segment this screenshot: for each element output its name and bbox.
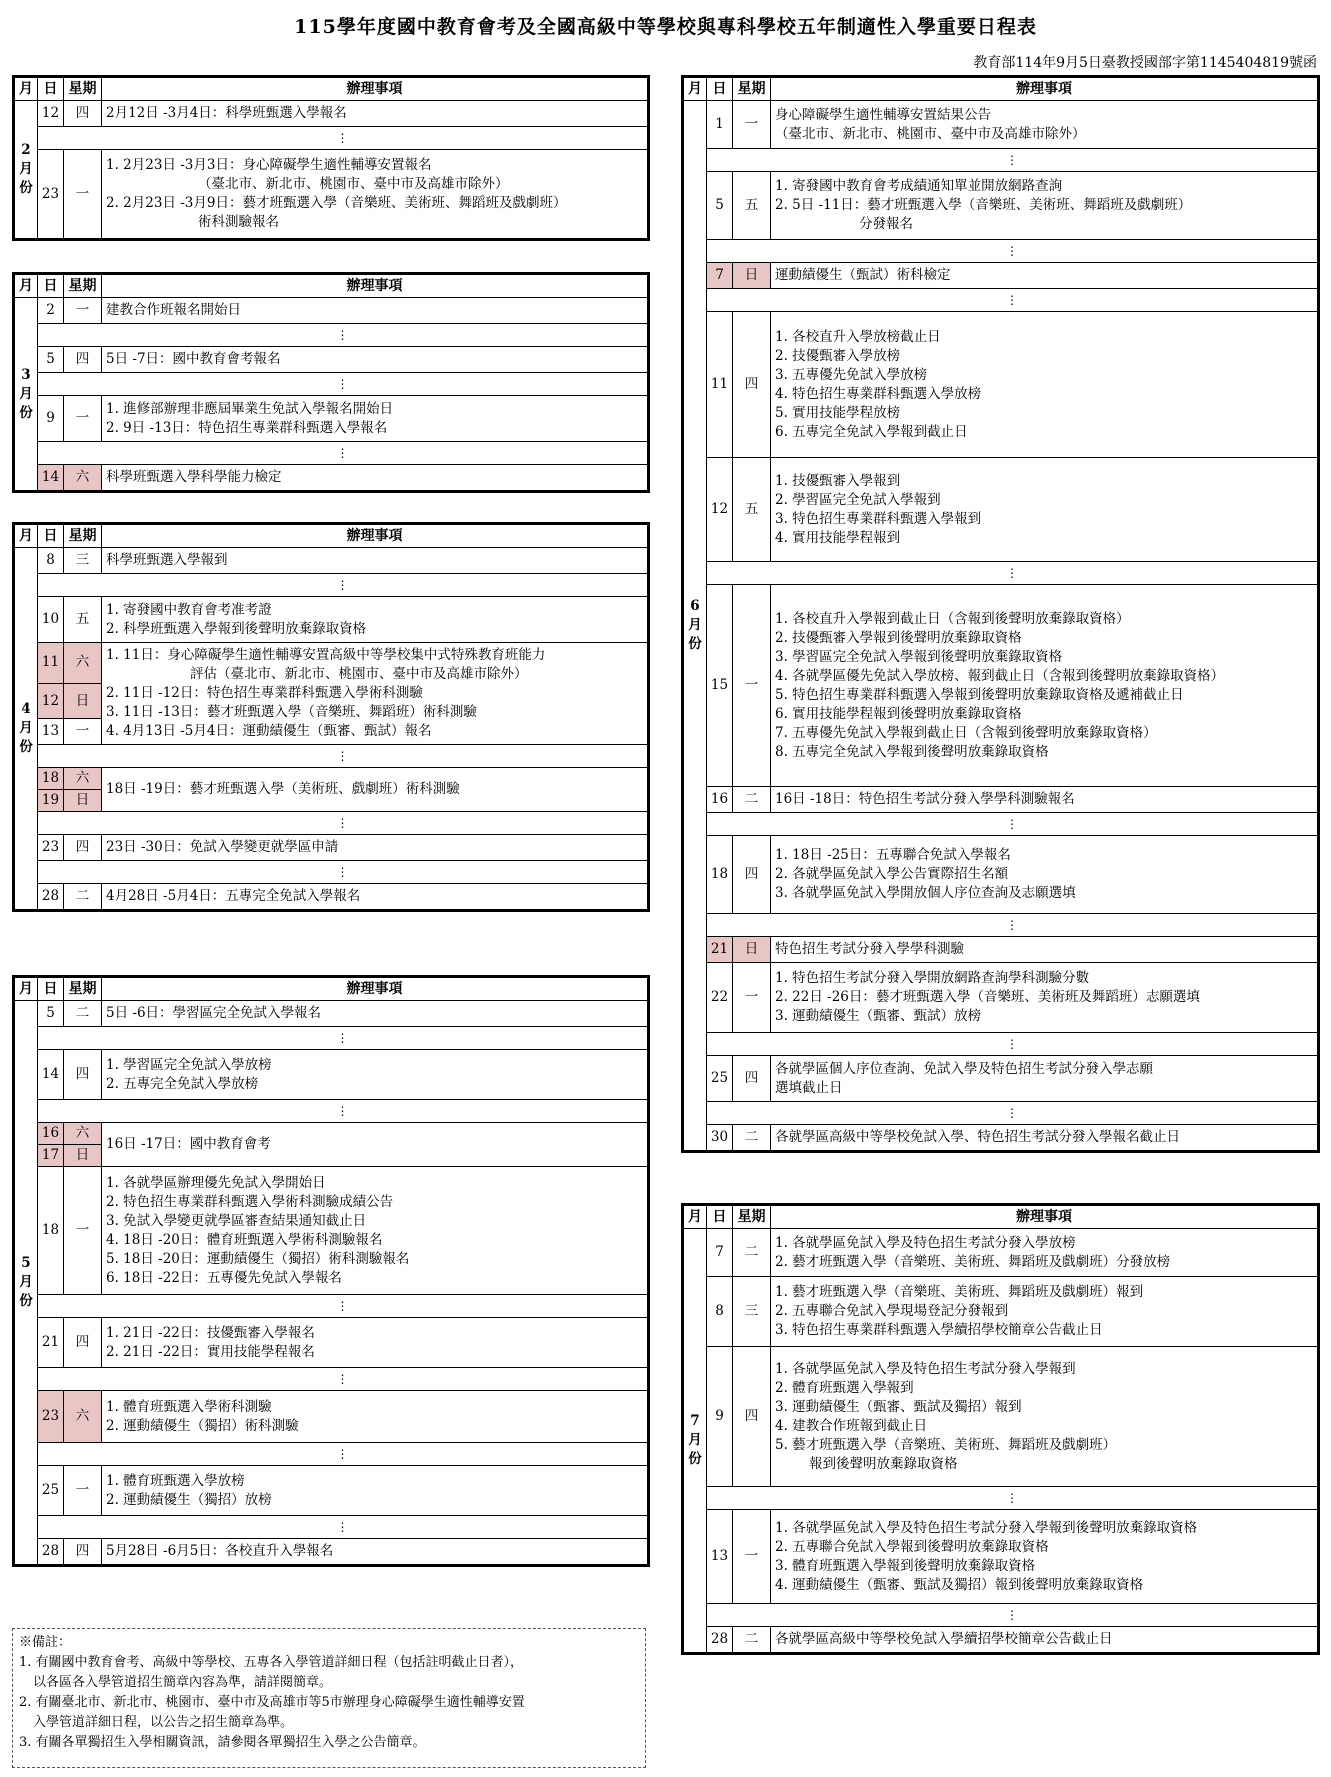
day-cell: 12 [707,458,733,562]
day-cell: 5 [38,347,64,373]
table-row [683,172,1319,240]
separator-cell: ⋮ [707,1033,1319,1056]
weekday-cell: 四 [64,1539,102,1566]
day-cell: 21 [38,1318,64,1368]
day-cell: 13 [38,719,64,745]
day-cell-highlighted: 12 [38,683,64,718]
table-row [14,1001,649,1027]
separator-row [14,127,649,150]
event-cell: 1. 21日 -22日：技優甄審入學報名 2. 21日 -22日：實用技能學程報名 [102,1318,649,1368]
day-cell: 25 [707,1056,733,1102]
table-row [14,1466,649,1516]
day-cell-highlighted: 23 [38,1391,64,1443]
table-row [683,263,1319,289]
table-row [14,101,649,127]
month-label: 3 月 份 [14,298,38,492]
table-row [14,347,649,373]
weekday-cell-highlighted: 日 [64,1145,102,1167]
separator-row [14,745,649,768]
day-cell: 18 [38,1167,64,1295]
day-cell: 8 [38,548,64,574]
day-cell-highlighted: 19 [38,790,64,812]
separator-cell: ⋮ [707,813,1319,836]
separator-row [14,574,649,597]
table-row [14,396,649,442]
day-cell: 13 [707,1510,733,1604]
day-cell: 16 [707,787,733,813]
separator-cell: ⋮ [38,1368,649,1391]
notes-heading: ※備註： [19,1635,72,1650]
header-day: 日 [38,977,64,1001]
separator-cell: ⋮ [38,324,649,347]
day-cell: 14 [38,1050,64,1100]
table-row [683,1627,1319,1654]
note-item: 入學管道詳細日程，以公告之招生簡章為準。 [33,1715,294,1730]
page-title: 115學年度國中教育會考及全國高級中等學校與專科學校五年制適性入學重要日程表 [294,16,1037,38]
separator-row [683,914,1319,937]
event-cell: 1. 18日 -25日：五專聯合免試入學報名 2. 各就學區免試入學公告實際招生名額 3. 各就學區免試入學開放個人序位查詢及志願選填 [771,836,1319,914]
day-cell: 8 [707,1277,733,1347]
day-cell: 25 [38,1466,64,1516]
event-cell: 1. 體育班甄選入學放榜 2. 運動績優生（獨招）放榜 [102,1466,649,1516]
header-weekday: 星期 [64,524,102,548]
weekday-cell-highlighted: 日 [733,937,771,963]
weekday-cell: 一 [733,1510,771,1604]
day-cell-highlighted: 18 [38,768,64,790]
table-row [14,548,649,574]
weekday-cell: 四 [733,1347,771,1487]
header-items: 辦理事項 [102,977,649,1001]
event-cell: 5月28日 -6月5日：各校直升入學報名 [102,1539,649,1566]
table-row [683,1277,1319,1347]
month-label: 6 月 份 [683,101,707,1152]
table-row [683,1347,1319,1487]
day-cell: 23 [38,835,64,861]
table-april [12,522,650,912]
day-cell: 23 [38,150,64,240]
table-row [683,836,1319,914]
weekday-cell: 一 [733,963,771,1033]
header-month: 月 [683,77,707,101]
separator-cell: ⋮ [707,149,1319,172]
header-weekday: 星期 [733,1205,771,1229]
weekday-cell-highlighted: 日 [733,263,771,289]
event-cell: 1. 各就學區免試入學及特色招生考試分發入學報到 2. 體育班甄選入學報到 3. 運動績優生（甄審、甄試及獨招）報到 4. 建教合作班報到截止日 5. 藝才班甄選入學（音樂班、美術班、舞蹈班及戲劇班） 報到後聲明放棄錄取資格 [771,1347,1319,1487]
day-cell: 18 [707,836,733,914]
weekday-cell-highlighted: 六 [64,768,102,790]
weekday-cell: 一 [733,101,771,149]
day-cell-highlighted: 11 [38,643,64,684]
table-row [14,298,649,324]
header-month: 月 [14,524,38,548]
separator-row [14,861,649,884]
day-cell: 12 [38,101,64,127]
separator-cell: ⋮ [38,373,649,396]
header-weekday: 星期 [64,977,102,1001]
separator-cell: ⋮ [707,1487,1319,1510]
separator-row [14,1295,649,1318]
event-cell: 1. 學習區完全免試入學放榜 2. 五專完全免試入學放榜 [102,1050,649,1100]
separator-cell: ⋮ [38,812,649,835]
header-weekday: 星期 [64,77,102,101]
separator-cell: ⋮ [38,442,649,465]
weekday-cell-highlighted: 六 [64,465,102,492]
separator-cell: ⋮ [38,1100,649,1123]
event-cell: 18日 -19日：藝才班甄選入學（美術班、戲劇班）術科測驗 [102,768,649,812]
day-cell: 28 [38,884,64,911]
weekday-cell: 四 [64,1318,102,1368]
event-cell: 科學班甄選入學科學能力檢定 [102,465,649,492]
separator-row [683,1604,1319,1627]
table-may [12,975,650,1567]
event-cell: 身心障礙學生適性輔導安置結果公告 （臺北市、新北市、桃園市、臺中市及高雄市除外） [771,101,1319,149]
weekday-cell: 四 [733,1056,771,1102]
day-cell: 9 [707,1347,733,1487]
separator-cell: ⋮ [38,1516,649,1539]
day-cell-highlighted: 16 [38,1123,64,1145]
weekday-cell: 三 [733,1277,771,1347]
header-items: 辦理事項 [771,1205,1319,1229]
separator-row [14,1516,649,1539]
weekday-cell: 二 [64,884,102,911]
weekday-cell-highlighted: 日 [64,790,102,812]
table-row [683,458,1319,562]
separator-cell: ⋮ [707,1102,1319,1125]
event-cell: 1. 各就學區免試入學及特色招生考試分發入學報到後聲明放棄錄取資格 2. 五專聯合免試入學報到後聲明放棄錄取資格 3. 體育班甄選入學報到後聲明放棄錄取資格 4. 運動績優生（甄審、甄試及獨招）報到後聲明放棄錄取資格 [771,1510,1319,1604]
day-cell: 10 [38,597,64,643]
event-cell: 2月12日 -3月4日：科學班甄選入學報名 [102,101,649,127]
separator-cell: ⋮ [38,1295,649,1318]
event-cell: 1. 技優甄審入學報到 2. 學習區完全免試入學報到 3. 特色招生專業群科甄選入學報到 4. 實用技能學程報到 [771,458,1319,562]
weekday-cell: 一 [64,1167,102,1295]
weekday-cell: 四 [64,1050,102,1100]
table-row [14,1391,649,1443]
separator-row [683,240,1319,263]
day-cell-highlighted: 17 [38,1145,64,1167]
event-cell: 4月28日 -5月4日：五專完全免試入學報名 [102,884,649,911]
document-reference: 教育部114年9月5日臺教授國部字第1145404819號函 [973,55,1317,71]
event-cell: 1. 各就學區免試入學及特色招生考試分發入學放榜 2. 藝才班甄選入學（音樂班、美術班、舞蹈班及戲劇班）分發放榜 [771,1229,1319,1277]
separator-cell: ⋮ [707,289,1319,312]
header-items: 辦理事項 [771,77,1319,101]
separator-row [683,149,1319,172]
separator-cell: ⋮ [38,1027,649,1050]
event-cell: 1. 體育班甄選入學術科測驗 2. 運動績優生（獨招）術科測驗 [102,1391,649,1443]
table-row [683,101,1319,149]
event-cell: 各就學區個人序位查詢、免試入學及特色招生考試分發入學志願 選填截止日 [771,1056,1319,1102]
table-row [683,963,1319,1033]
day-cell: 15 [707,585,733,787]
header-items: 辦理事項 [102,274,649,298]
table-july [681,1203,1320,1655]
weekday-cell-highlighted: 六 [64,1391,102,1443]
table-header [14,77,649,101]
table-row [14,1539,649,1566]
weekday-cell: 一 [64,719,102,745]
month-label: 7 月 份 [683,1229,707,1654]
separator-row [14,1027,649,1050]
weekday-cell: 五 [733,458,771,562]
weekday-cell: 五 [64,597,102,643]
event-cell: 各就學區高級中等學校免試入學續招學校簡章公告截止日 [771,1627,1319,1654]
event-cell: 1. 藝才班甄選入學（音樂班、美術班、舞蹈班及戲劇班）報到 2. 五專聯合免試入學現場登記分發報到 3. 特色招生專業群科甄選入學續招學校簡章公告截止日 [771,1277,1319,1347]
separator-row [14,324,649,347]
header-day: 日 [38,524,64,548]
note-item: 1. 有關國中教育會考、高級中等學校、五專各入學管道詳細日程（包括註明截止日者）， [19,1655,524,1670]
separator-cell: ⋮ [38,127,649,150]
separator-cell: ⋮ [38,574,649,597]
day-cell: 28 [38,1539,64,1566]
weekday-cell-highlighted: 日 [64,683,102,718]
table-row [683,1229,1319,1277]
table-row [683,312,1319,458]
weekday-cell: 二 [733,787,771,813]
separator-cell: ⋮ [38,861,649,884]
event-cell: 1. 各校直升入學放榜截止日 2. 技優甄審入學放榜 3. 五專優先免試入學放榜 4. 特色招生專業群科甄選入學放榜 5. 實用技能學程放榜 6. 五專完全免試入學報到截止日 [771,312,1319,458]
weekday-cell: 四 [733,836,771,914]
table-header [14,274,649,298]
weekday-cell: 一 [64,1466,102,1516]
day-cell: 5 [707,172,733,240]
event-cell: 特色招生考試分發入學學科測驗 [771,937,1319,963]
weekday-cell: 一 [64,150,102,240]
table-march [12,272,650,493]
separator-row [683,813,1319,836]
event-cell: 23日 -30日：免試入學變更就學區申請 [102,835,649,861]
event-cell: 16日 -18日：特色招生考試分發入學學科測驗報名 [771,787,1319,813]
weekday-cell: 四 [64,347,102,373]
separator-cell: ⋮ [707,562,1319,585]
day-cell: 2 [38,298,64,324]
header-month: 月 [14,977,38,1001]
table-row [683,1125,1319,1152]
table-header [683,77,1319,101]
table-row [683,585,1319,787]
weekday-cell: 四 [733,312,771,458]
weekday-cell: 二 [733,1627,771,1654]
table-row [14,1050,649,1100]
event-cell: 建教合作班報名開始日 [102,298,649,324]
event-cell: 1. 2月23日 -3月3日：身心障礙學生適性輔導安置報名 （臺北市、新北市、桃園市、臺中市及高雄市除外） 2. 2月23日 -3月9日：藝才班甄選入學（音樂班、美術班、舞蹈班及戲劇班） 術科測驗報名 [102,150,649,240]
event-cell: 科學班甄選入學報到 [102,548,649,574]
weekday-cell-highlighted: 六 [64,643,102,684]
event-cell: 1. 進修部辦理非應屆畢業生免試入學報名開始日 2. 9日 -13日：特色招生專業群科甄選入學報名 [102,396,649,442]
day-cell: 9 [38,396,64,442]
header-month: 月 [683,1205,707,1229]
weekday-cell: 四 [64,101,102,127]
day-cell: 30 [707,1125,733,1152]
weekday-cell: 四 [64,835,102,861]
table-row [683,1510,1319,1604]
day-cell-highlighted: 21 [707,937,733,963]
notes-box [12,1628,646,1768]
table-june [681,75,1320,1153]
separator-cell: ⋮ [707,914,1319,937]
header-month: 月 [14,274,38,298]
event-cell: 16日 -17日：國中教育會考 [102,1123,649,1167]
event-cell: 5日 -6日：學習區完全免試入學報名 [102,1001,649,1027]
month-label: 4 月 份 [14,548,38,911]
weekday-cell: 一 [733,585,771,787]
table-row [14,768,649,790]
table-row [683,937,1319,963]
table-row [14,150,649,240]
separator-cell: ⋮ [38,745,649,768]
day-cell: 7 [707,1229,733,1277]
header-weekday: 星期 [733,77,771,101]
day-cell-highlighted: 7 [707,263,733,289]
separator-row [14,812,649,835]
separator-cell: ⋮ [38,1443,649,1466]
month-label: 5 月 份 [14,1001,38,1566]
event-cell: 1. 寄發國中教育會考准考證 2. 科學班甄選入學報到後聲明放棄錄取資格 [102,597,649,643]
separator-row [14,1368,649,1391]
table-row [683,787,1319,813]
table-row [14,465,649,492]
separator-row [683,1102,1319,1125]
separator-row [683,562,1319,585]
separator-row [14,442,649,465]
table-row [14,1123,649,1145]
table-february [12,75,650,241]
separator-row [683,1487,1319,1510]
month-label: 2 月 份 [14,101,38,240]
day-cell: 5 [38,1001,64,1027]
day-cell: 28 [707,1627,733,1654]
table-header [683,1205,1319,1229]
weekday-cell: 二 [733,1229,771,1277]
event-cell: 1. 各校直升入學報到截止日（含報到後聲明放棄錄取資格） 2. 技優甄審入學報到後聲明放棄錄取資格 3. 學習區完全免試入學報到後聲明放棄錄取資格 4. 各就學區優先免試入學放榜、報到截止日（含報到後聲明放棄錄取資格） 5. 特色招生專業群科甄選入學報到後聲明放棄錄取資格及遞補截止日 6. 實用技能學程報到後聲明放棄錄取資格 7. 五專優先免試入學報到截止日（含報到後聲明放棄錄取資格） 8. 五專完全免試入學報到後聲明放棄錄取資格 [771,585,1319,787]
table-row [14,884,649,911]
separator-row [14,1443,649,1466]
event-cell: 1. 特色招生考試分發入學開放網路查詢學科測驗分數 2. 22日 -26日：藝才班甄選入學（音樂班、美術班及舞蹈班）志願選填 3. 運動績優生（甄審、甄試）放榜 [771,963,1319,1033]
header-day: 日 [707,1205,733,1229]
event-cell: 1. 各就學區辦理優先免試入學開始日 2. 特色招生專業群科甄選入學術科測驗成績公告 3. 免試入學變更就學區審查結果通知截止日 4. 18日 -20日：體育班甄選入學術科測驗報名 5. 18日 -20日：運動績優生（獨招）術科測驗報名 6. 18日 -22日：五專優先免試入學報名 [102,1167,649,1295]
note-item: 2. 有關臺北市、新北市、桃園市、臺中市及高雄市等5市辦理身心障礙學生適性輔導安置 [19,1695,525,1710]
table-row [14,597,649,643]
header-month: 月 [14,77,38,101]
table-header [14,977,649,1001]
separator-row [14,373,649,396]
table-row [14,643,649,684]
event-cell: 5日 -7日：國中教育會考報名 [102,347,649,373]
table-header [14,524,649,548]
separator-row [683,289,1319,312]
separator-cell: ⋮ [707,240,1319,263]
header-day: 日 [38,77,64,101]
table-row [683,1056,1319,1102]
day-cell: 22 [707,963,733,1033]
separator-cell: ⋮ [707,1604,1319,1627]
separator-row [14,1100,649,1123]
weekday-cell: 五 [733,172,771,240]
event-cell: 運動績優生（甄試）術科檢定 [771,263,1319,289]
event-cell: 各就學區高級中等學校免試入學、特色招生考試分發入學報名截止日 [771,1125,1319,1152]
separator-row [683,1033,1319,1056]
table-row [14,1167,649,1295]
event-cell: 1. 11日：身心障礙學生適性輔導安置高級中等學校集中式特殊教育班能力 評估（臺北市、新北市、桃園市、臺中市及高雄市除外） 2. 11日 -12日：特色招生專業群科甄選入學術科測驗 3. 11日 -13日：藝才班甄選入學（音樂班、舞蹈班）術科測驗 4. 4月13日 -5月4日：運動績優生（甄審、甄試）報名 [102,643,649,745]
header-weekday: 星期 [64,274,102,298]
weekday-cell: 二 [733,1125,771,1152]
day-cell-highlighted: 14 [38,465,64,492]
weekday-cell-highlighted: 六 [64,1123,102,1145]
day-cell: 1 [707,101,733,149]
header-day: 日 [707,77,733,101]
weekday-cell: 一 [64,396,102,442]
event-cell: 1. 寄發國中教育會考成績通知單並開放網路查詢 2. 5日 -11日：藝才班甄選入學（音樂班、美術班、舞蹈班及戲劇班） 分發報名 [771,172,1319,240]
table-row [14,1318,649,1368]
note-item: 以各區各入學管道招生簡章內容為準，請詳閱簡章。 [33,1675,333,1690]
note-item: 3. 有關各單獨招生入學相關資訊，請參閱各單獨招生入學之公告簡章。 [19,1735,426,1750]
weekday-cell: 二 [64,1001,102,1027]
weekday-cell: 三 [64,548,102,574]
header-items: 辦理事項 [102,77,649,101]
header-day: 日 [38,274,64,298]
day-cell: 11 [707,312,733,458]
header-items: 辦理事項 [102,524,649,548]
table-row [14,835,649,861]
weekday-cell: 一 [64,298,102,324]
